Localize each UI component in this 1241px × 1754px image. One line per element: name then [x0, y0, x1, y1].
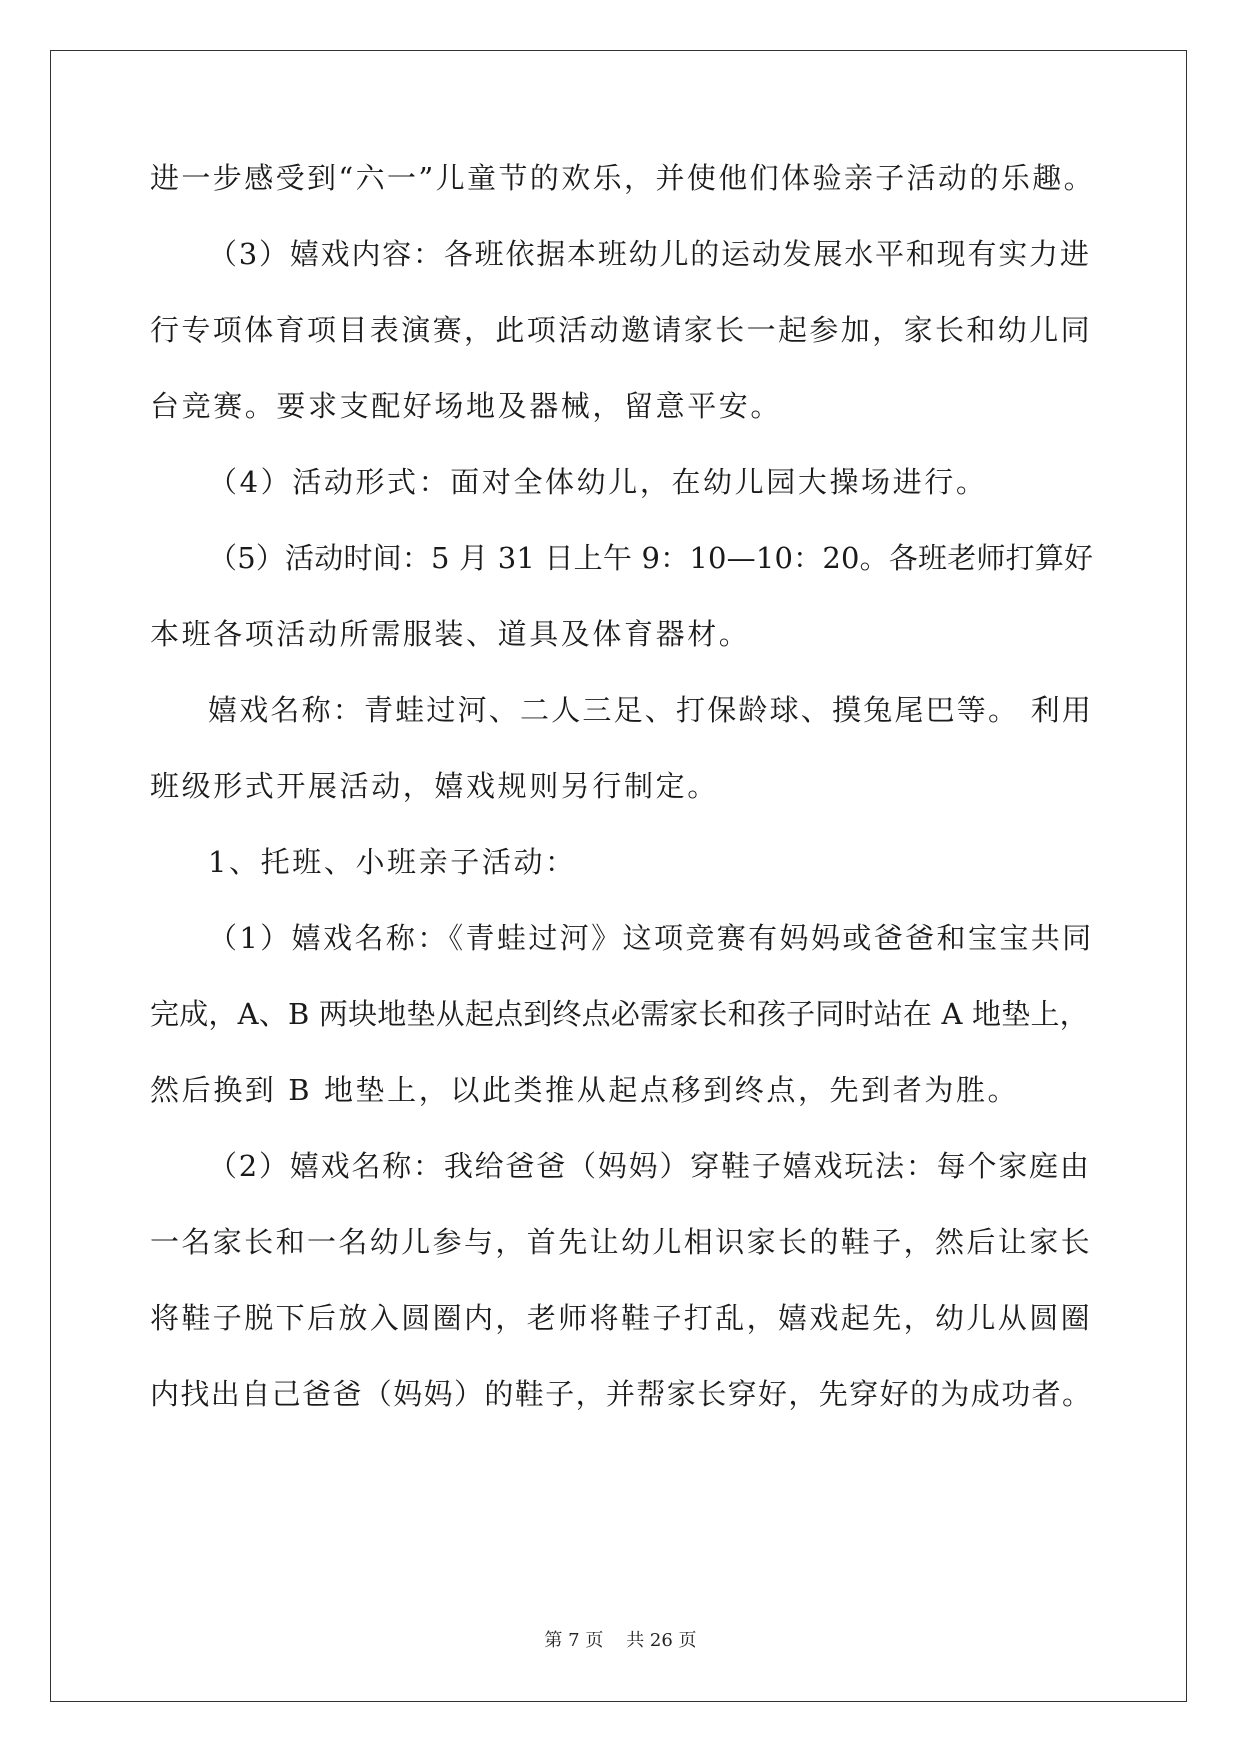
paragraph-line: （2）嬉戏名称：我给爸爸（妈妈）穿鞋子嬉戏玩法：每个家庭由	[208, 1149, 1091, 1183]
text-line: 台竞赛。要求支配好场地及器械，留意平安。	[150, 389, 783, 423]
section-heading: 1、托班、小班亲子活动：	[208, 845, 577, 879]
text-line: 班级形式开展活动，嬉戏规则另行制定。	[150, 769, 719, 803]
paragraph-line: （1）嬉戏名称：《青蛙过河》这项竞赛有妈妈或爸爸和宝宝共同	[208, 921, 1094, 955]
text-line: 然后换到 B 地垫上，以此类推从起点移到终点，先到者为胜。	[150, 1073, 1020, 1107]
paragraph-line: （4）活动形式：面对全体幼儿，在幼儿园大操场进行。	[208, 465, 988, 499]
text-line: 进一步感受到“六一”儿童节的欢乐，并使他们体验亲子活动的乐趣。	[150, 161, 1096, 195]
paragraph-line: （3）嬉戏内容：各班依据本班幼儿的运动发展水平和现有实力进	[208, 237, 1091, 271]
paragraph-line: （5）活动时间：5 月 31 日上午 9：10—10：20。各班老师打算好	[208, 541, 1094, 575]
text-line: 完成，A、B 两块地垫从起点到终点必需家长和孩子同时站在 A 地垫上，	[150, 997, 1089, 1031]
text-line: 本班各项活动所需服装、道具及体育器材。	[150, 617, 751, 651]
text-line: 将鞋子脱下后放入圆圈内，老师将鞋子打乱，嬉戏起先，幼儿从圆圈	[150, 1301, 1093, 1335]
text-line: 内找出自己爸爸（妈妈）的鞋子，并帮家长穿好，先穿好的为成功者。	[150, 1377, 1093, 1411]
paragraph-line: 嬉戏名称：青蛙过河、二人三足、打保龄球、摸兔尾巴等。 利用	[208, 693, 1094, 727]
page-number-footer: 第 7 页 共 26 页	[544, 1630, 697, 1651]
text-line: 一名家长和一名幼儿参与，首先让幼儿相识家长的鞋子，然后让家长	[150, 1225, 1093, 1259]
text-line: 行专项体育项目表演赛，此项活动邀请家长一起参加，家长和幼儿同	[150, 313, 1093, 347]
